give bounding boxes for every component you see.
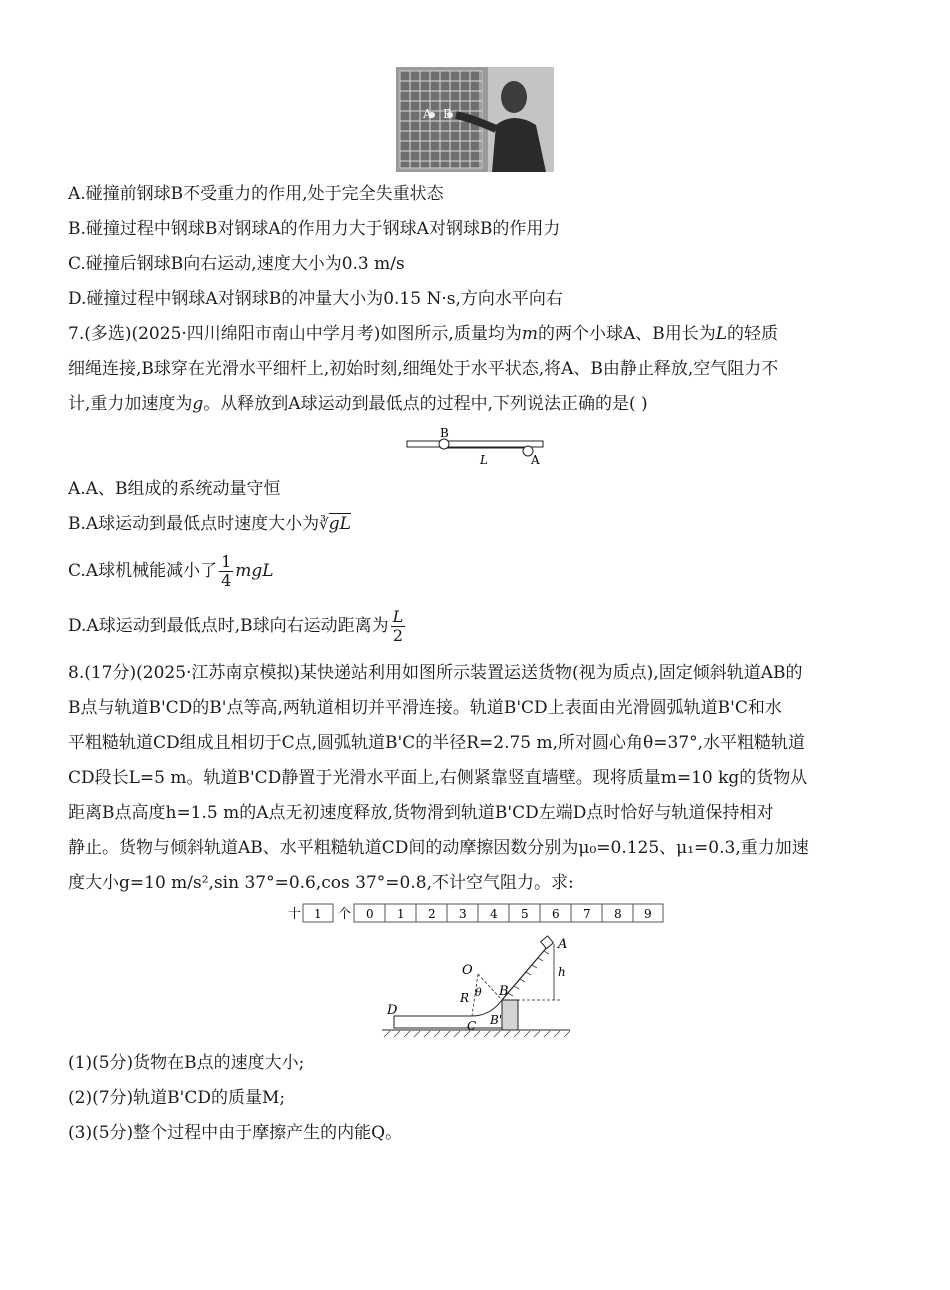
q8-stem-line-7: 度大小g=10 m/s²,sin 37°=0.6,cos 37°=0.8,不计空气阻力。求: bbox=[68, 873, 574, 893]
var-l: L bbox=[715, 324, 728, 344]
q7-option-c: C.A球机械能减小了 $\frac{1}{4}$ mgL bbox=[68, 552, 274, 590]
q8-stem-line-3: 平粗糙轨道CD组成且相切于C点,圆弧轨道B'C的半径R=2.75 m,所对圆心角θ=37°,水平粗糙轨道 bbox=[68, 733, 806, 753]
ball-b bbox=[439, 439, 449, 449]
digit-7: 7 bbox=[583, 907, 591, 921]
digit-3: 3 bbox=[459, 907, 467, 921]
answer-number-strip bbox=[286, 902, 664, 924]
horizontal-rod bbox=[407, 441, 543, 447]
digit-4: 4 bbox=[490, 907, 498, 921]
var-m: m bbox=[521, 324, 538, 344]
digit-9: 9 bbox=[644, 907, 652, 921]
incline-hatching bbox=[508, 951, 549, 996]
q7-stem-line-2: 细绳连接,B球穿在光滑水平细杆上,初始时刻,细绳处于水平状态,将A、B由静止释放,空气阻力不 bbox=[68, 359, 779, 379]
digit-8: 8 bbox=[614, 907, 622, 921]
incline-ab bbox=[502, 946, 548, 1000]
digit-6: 6 bbox=[552, 907, 560, 921]
label-l: L bbox=[480, 453, 488, 467]
q8-stem-line-2: B点与轨道B'CD的B'点等高,两轨道相切并平滑连接。轨道B'CD上表面由光滑圆弧轨道B'C和水 bbox=[68, 698, 782, 718]
label-a: A bbox=[531, 453, 540, 467]
label-r: R bbox=[460, 991, 470, 1005]
q6-option-a: A.碰撞前钢球B不受重力的作用,处于完全失重状态 bbox=[68, 184, 444, 204]
digit-0: 0 bbox=[366, 907, 374, 921]
box-tens-digit: 1 bbox=[314, 907, 322, 921]
label-b-prime: B' bbox=[490, 1013, 503, 1027]
label-b: B bbox=[499, 984, 509, 999]
person-head bbox=[501, 81, 527, 113]
label-b: B bbox=[440, 426, 449, 440]
cargo-box bbox=[541, 936, 554, 949]
q8-figure bbox=[382, 934, 582, 1040]
q8-stem-line-6: 静止。货物与倾斜轨道AB、水平粗糙轨道CD间的动摩擦因数分别为μ₀=0.125、μ₁=0.3,重力加速 bbox=[68, 838, 809, 858]
q8-sub-question-3: (3)(5分)整个过程中由于摩擦产生的内能Q。 bbox=[68, 1123, 403, 1143]
q6-option-b: B.碰撞过程中钢球B对钢球A的作用力大于钢球A对钢球B的作用力 bbox=[68, 219, 561, 239]
support-block bbox=[502, 1000, 518, 1030]
q6-option-d: D.碰撞过程中钢球A对钢球B的冲量大小为0.15 N·s,方向水平向右 bbox=[68, 289, 563, 309]
q6-photo bbox=[396, 67, 554, 172]
fraction-one-quarter: $\frac{1}{4}$ bbox=[221, 552, 232, 590]
q8-sub-question-2: (2)(7分)轨道B'CD的质量M; bbox=[68, 1088, 286, 1108]
photo-label-a: A bbox=[423, 107, 432, 121]
label-h: h bbox=[558, 965, 566, 979]
track-bcd bbox=[394, 1000, 502, 1028]
label-d: D bbox=[387, 1003, 398, 1018]
digit-5: 5 bbox=[521, 907, 529, 921]
fraction-l-half: $\frac{L}{2}$ bbox=[392, 607, 404, 645]
q6-option-c: C.碰撞后钢球B向右运动,速度大小为0.3 m/s bbox=[68, 254, 405, 274]
digit-boxes bbox=[354, 904, 663, 922]
var-g: g bbox=[192, 394, 204, 414]
q7-option-a: A.A、B组成的系统动量守恒 bbox=[68, 479, 281, 499]
digit-1: 1 bbox=[397, 907, 405, 921]
q8-stem-line-4: CD段长L=5 m。轨道B'CD静置于光滑水平面上,右侧紧靠竖直墙壁。现将质量m=10 kg的货物从 bbox=[68, 768, 808, 788]
q7-option-d: D.A球运动到最低点时,B球向右运动距离为 $\frac{L}{2}$ bbox=[68, 607, 404, 645]
label-theta: θ bbox=[475, 986, 482, 999]
q7-figure bbox=[404, 426, 546, 470]
label-o: O bbox=[462, 963, 473, 978]
q7-stem-line-3: 计,重力加速度为g。从释放到A球运动到最低点的过程中,下列说法正确的是( ) bbox=[68, 394, 648, 414]
label-c: C bbox=[467, 1019, 477, 1033]
label-ge: 个 bbox=[338, 907, 352, 922]
label-shi: 十 bbox=[288, 907, 302, 922]
q7-stem-line-1: 7.(多选)(2025·四川绵阳市南山中学月考)如图所示,质量均为m的两个小球A、B用长为L的轻质 bbox=[68, 324, 779, 344]
q8-stem-line-5: 距离B点高度h=1.5 m的A点无初速度释放,货物滑到轨道B'CD左端D点时恰好与轨道保持相对 bbox=[68, 803, 774, 823]
photo-label-b: B bbox=[443, 107, 452, 121]
digit-2: 2 bbox=[428, 907, 436, 921]
q8-stem-line-1: 8.(17分)(2025·江苏南京模拟)某快递站利用如图所示装置运送货物(视为质点),固定倾斜轨道AB的 bbox=[68, 663, 803, 683]
ground-hatching bbox=[384, 1031, 570, 1037]
label-a: A bbox=[558, 937, 568, 952]
q7-option-b: B.A球运动到最低点时速度大小为$∛\overline{gL}$ bbox=[68, 514, 351, 534]
cube-root-sign: ∛ bbox=[319, 515, 329, 533]
q8-sub-question-1: (1)(5分)货物在B点的速度大小; bbox=[68, 1053, 305, 1073]
